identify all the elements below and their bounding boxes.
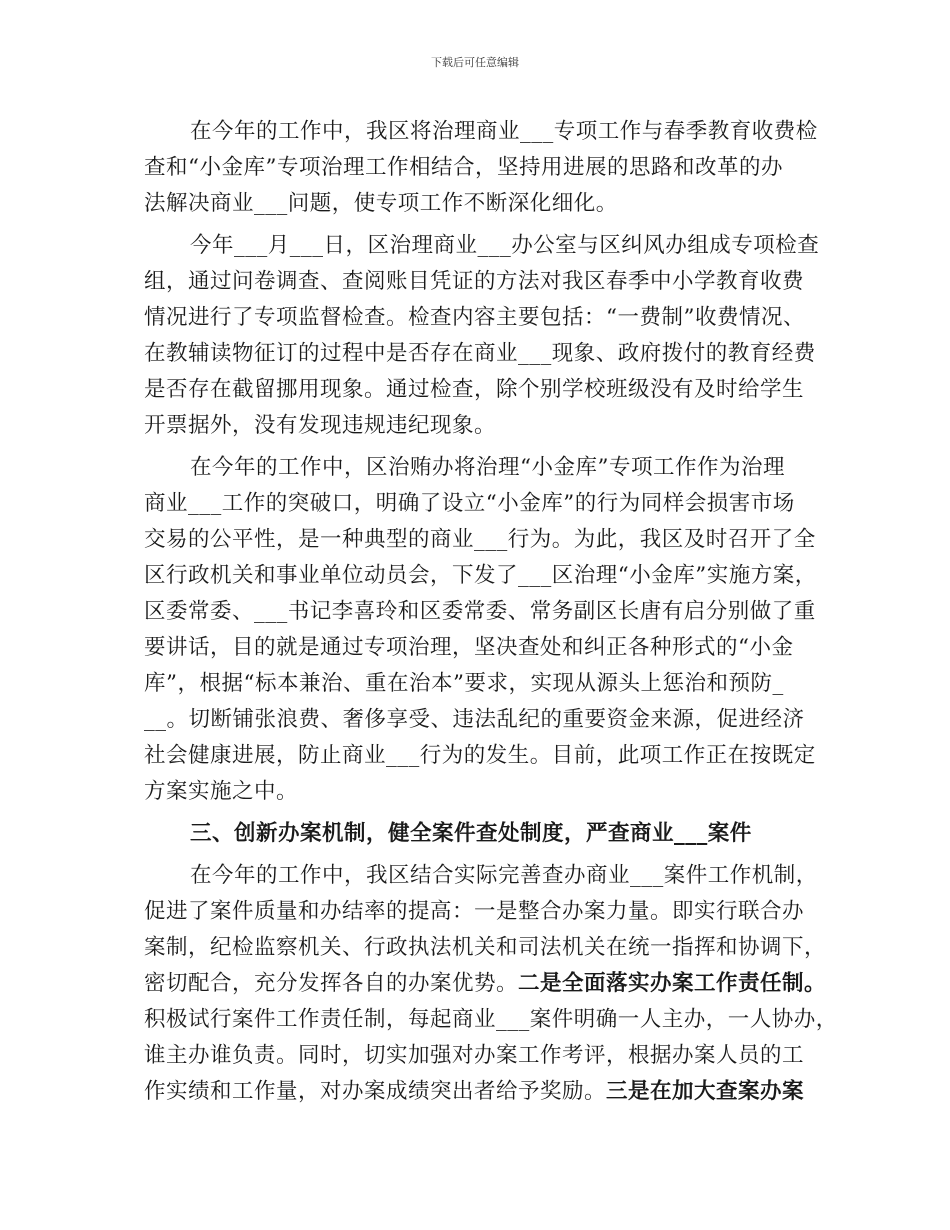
paragraph-line: 社会健康进展，防止商业___行为的发生。目前，此项工作正在按既定 [144, 743, 816, 768]
emphasis-text: 三是在加大查案办案 [606, 1079, 805, 1104]
paragraph-line: 法解决商业___问题，使专项工作不断深化细化。 [144, 191, 618, 216]
paragraph-line: 区行政机关和事业单位动员会，下发了___区治理“小金库”实施方案， [144, 563, 817, 588]
paragraph-line: 库”，根据“标本兼治、重在治本”要求，实现从源头上惩治和预防_ [144, 671, 784, 696]
paragraph-line [144, 966, 826, 997]
paragraph-line: __。切断铺张浪费、奢侈享受、违法乱纪的重要资金来源，促进经济 [144, 707, 805, 732]
paragraph-line: 是否存在截留挪用现象。通过检查，除个别学校班级没有及时给学生 [144, 377, 805, 402]
line-text: 作实绩和工作量，对办案成绩突出者给予奖励。 [144, 1079, 607, 1104]
paragraph-line: 积极试行案件工作责任制，每起商业___案件明确一人主办，一人协办， [144, 1007, 838, 1032]
line-text: 密切配合，充分发挥各自的办案优势。 [144, 971, 519, 996]
paragraph-line: 开票据外，没有发现违规违纪现象。 [144, 413, 497, 438]
paragraph-line: 方案实施之中。 [144, 779, 299, 804]
paragraph-line: 在今年的工作中，我区将治理商业___专项工作与春季教育收费检 [190, 119, 818, 144]
paragraph-line: 在今年的工作中，区治贿办将治理“小金库”专项工作作为治理 [190, 455, 785, 480]
paragraph-line: 谁主办谁负责。同时，切实加强对办案工作考评，根据办案人员的工 [144, 1043, 805, 1068]
paragraph-line: 区委常委、___书记李喜玲和区委常委、常务副区长唐有启分别做了重 [144, 599, 816, 624]
paragraph-line: 今年___月___日，区治理商业___办公室与区纠风办组成专项检查 [190, 233, 820, 258]
paragraph-line: 在教辅读物征订的过程中是否存在商业___现象、政府拨付的教育经费 [144, 341, 816, 366]
paragraph-line: 组，通过问卷调查、查阅账目凭证的方法对我区春季中小学教育收费 [144, 269, 805, 294]
paragraph-line: 查和“小金库”专项治理工作相结合，坚持用进展的思路和改革的办 [144, 155, 783, 180]
paragraph-line: 交易的公平性，是一种典型的商业___行为。为此，我区及时召开了全 [144, 527, 816, 552]
emphasis-text: 二是全面落实办案工作责任制。 [518, 971, 827, 996]
paragraph-line [144, 1074, 804, 1105]
paragraph-line: 促进了案件质量和办结率的提高：一是整合办案力量。即实行联合办 [144, 899, 805, 924]
paragraph-line: 商业___工作的突破口，明确了设立“小金库”的行为同样会损害市场 [144, 491, 795, 516]
section-heading: 三、创新办案机制，健全案件查处制度，严查商业___案件 [190, 821, 752, 846]
page-header: 下载后可任意编辑 [431, 56, 519, 69]
paragraph-line: 要讲话，目的就是通过专项治理，坚决查处和纠正各种形式的“小金 [144, 635, 794, 660]
paragraph-line: 在今年的工作中，我区结合实际完善查办商业___案件工作机制， [190, 863, 818, 888]
paragraph-line: 情况进行了专项监督检查。检查内容主要包括：“一费制”收费情况、 [144, 305, 805, 330]
paragraph-line: 案制，纪检监察机关、行政执法机关和司法机关在统一指挥和协调下， [144, 935, 827, 960]
